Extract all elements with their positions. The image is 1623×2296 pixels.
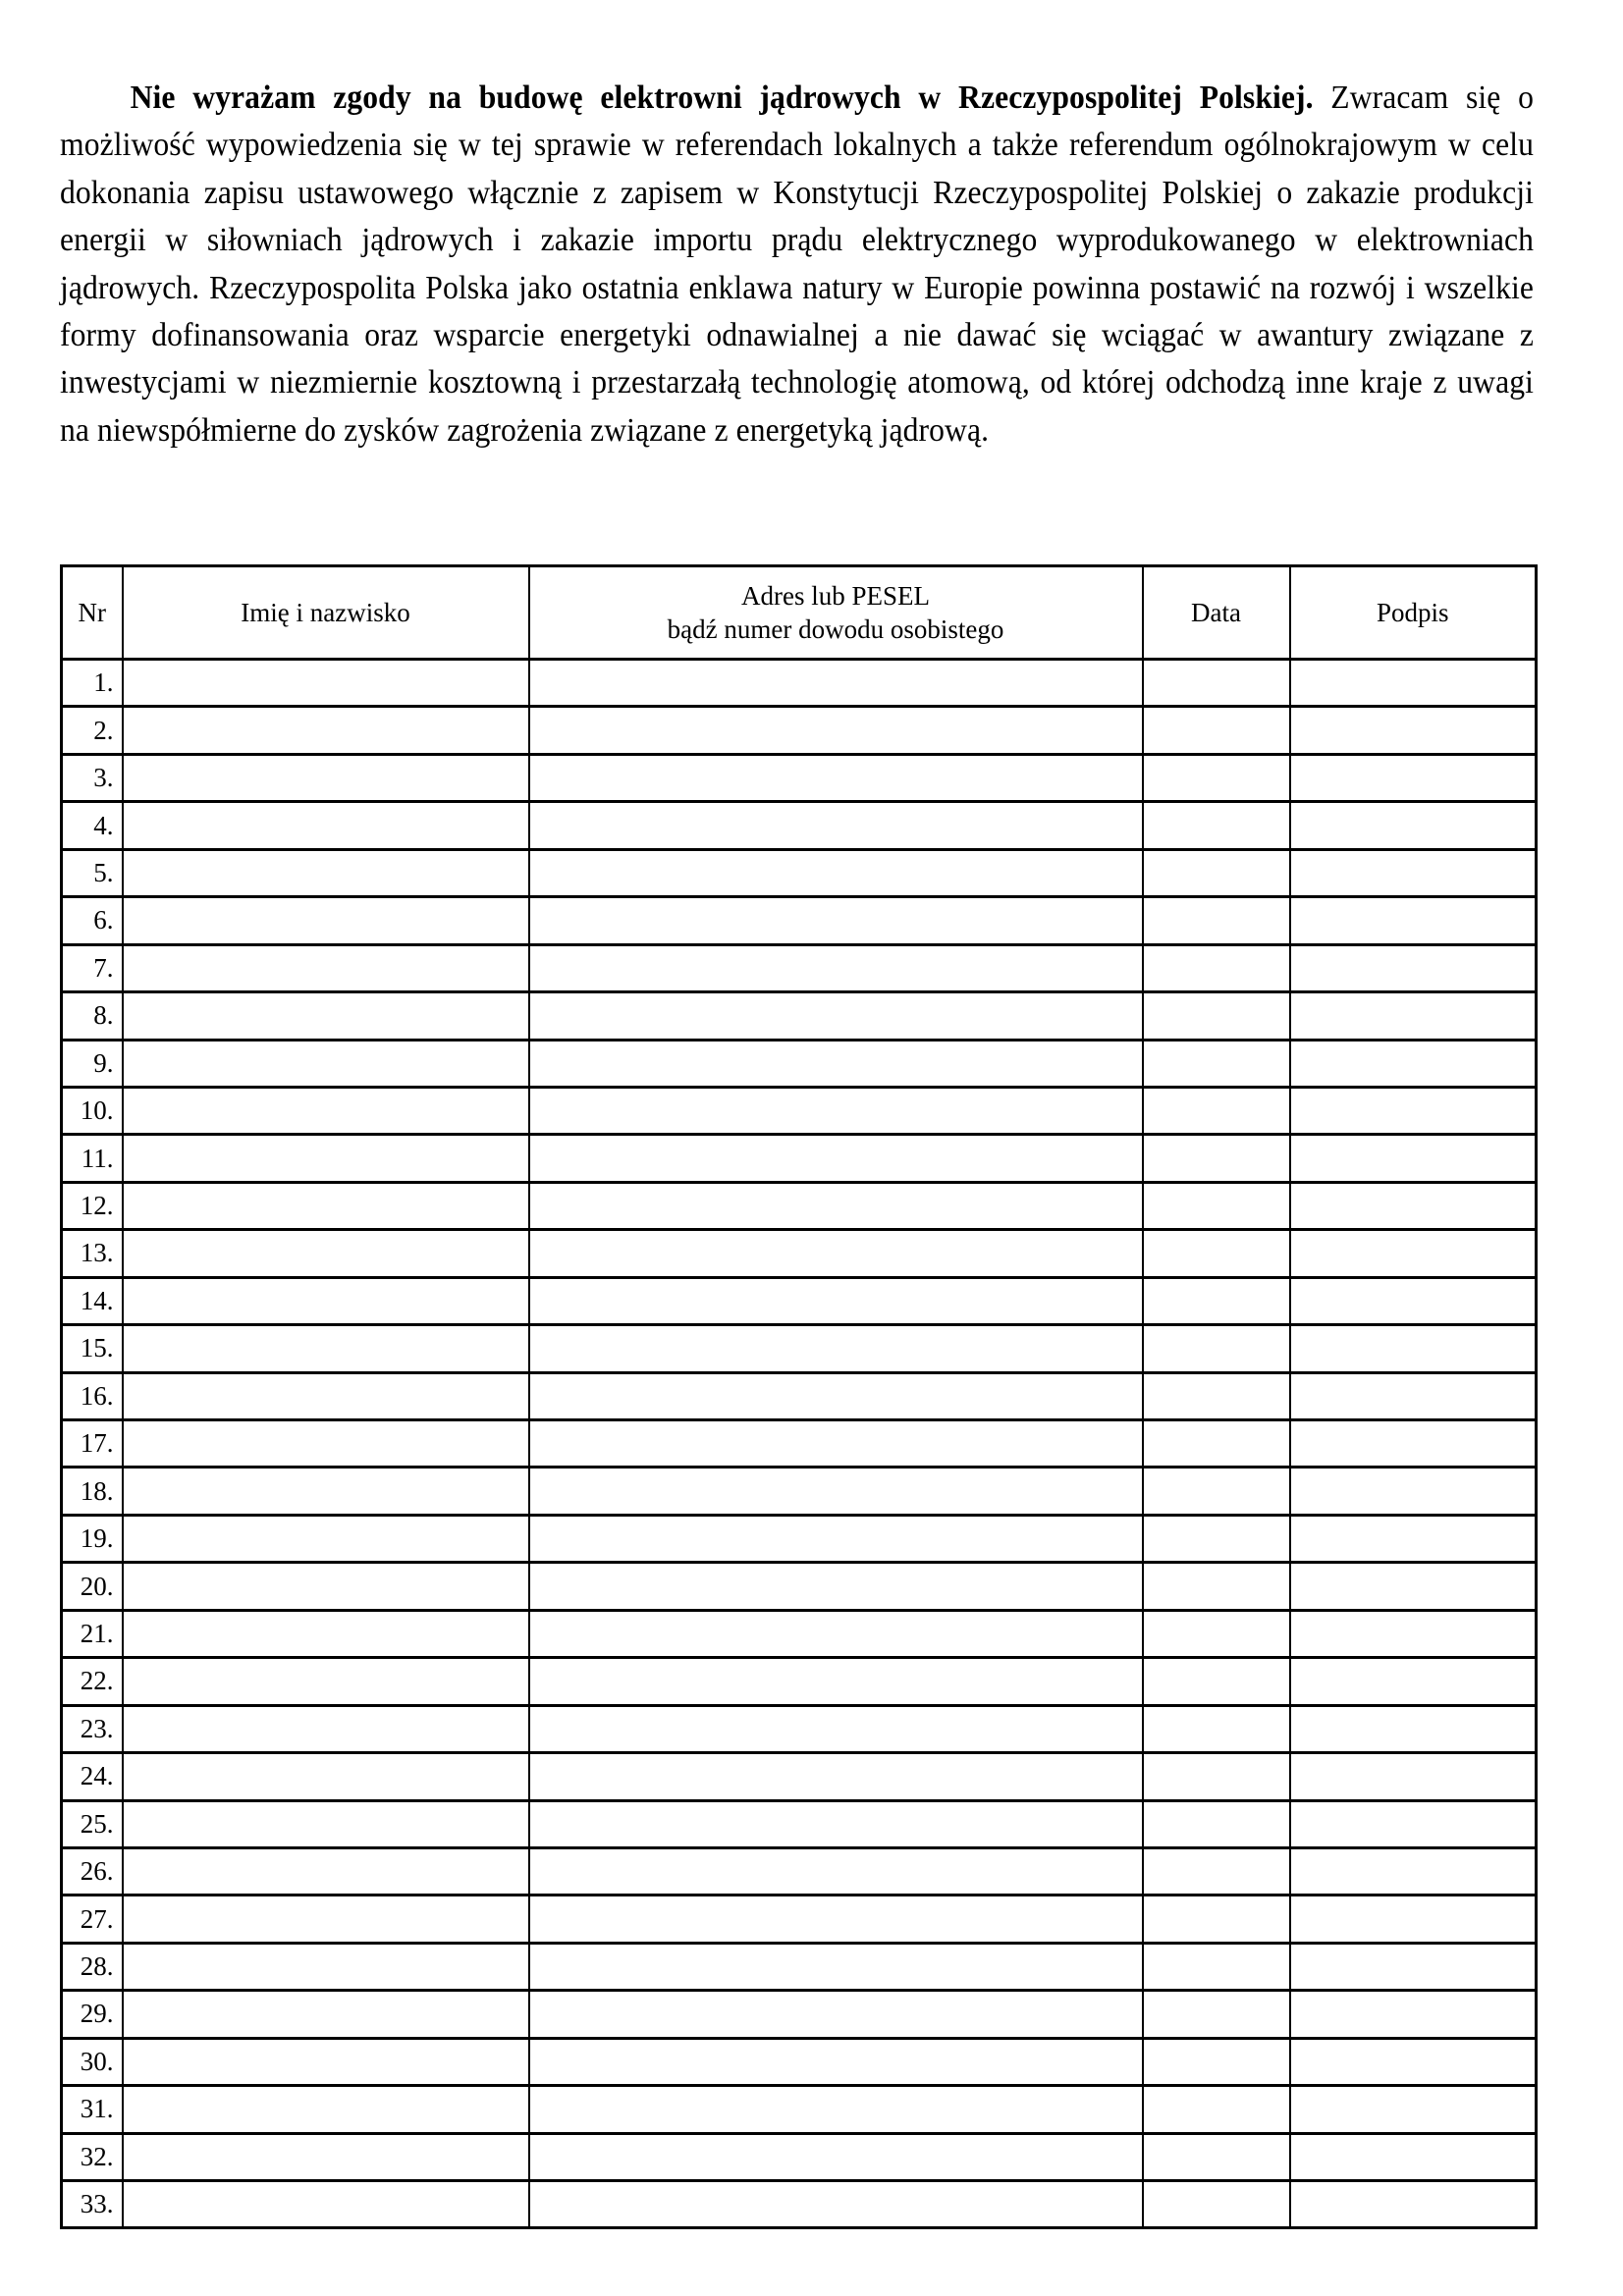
address-field[interactable] <box>529 1800 1143 1847</box>
date-field[interactable] <box>1143 1753 1290 1800</box>
signature-field[interactable] <box>1290 1420 1537 1468</box>
name-field[interactable] <box>123 992 529 1040</box>
date-field[interactable] <box>1143 1420 1290 1468</box>
signature-field[interactable] <box>1290 1515 1537 1562</box>
row-number: 32. <box>62 2133 123 2180</box>
address-field[interactable] <box>529 944 1143 991</box>
name-field[interactable] <box>123 802 529 849</box>
petition-text <box>60 75 1534 454</box>
signature-field[interactable] <box>1290 992 1537 1040</box>
signature-field[interactable] <box>1290 660 1537 707</box>
name-field[interactable] <box>123 1277 529 1324</box>
row-number: 31. <box>62 2086 123 2133</box>
address-field[interactable] <box>529 1372 1143 1419</box>
address-field[interactable] <box>529 1040 1143 1087</box>
row-number: 15. <box>62 1325 123 1372</box>
address-field[interactable] <box>529 1705 1143 1752</box>
address-field[interactable] <box>529 1943 1143 1990</box>
row-number: 16. <box>62 1372 123 1419</box>
date-field[interactable] <box>1143 1896 1290 1943</box>
name-field[interactable] <box>123 1515 529 1562</box>
date-field[interactable] <box>1143 1135 1290 1182</box>
signature-field[interactable] <box>1290 1277 1537 1324</box>
date-field[interactable] <box>1143 660 1290 707</box>
name-field[interactable] <box>123 1135 529 1182</box>
table-row <box>62 1040 1537 1087</box>
header-signature: Podpis <box>1290 566 1537 660</box>
row-number: 19. <box>62 1515 123 1562</box>
signature-field[interactable] <box>1290 849 1537 896</box>
address-field[interactable] <box>529 1182 1143 1229</box>
table-row <box>62 1705 1537 1752</box>
date-field[interactable] <box>1143 992 1290 1040</box>
header-address <box>529 566 1143 660</box>
name-field[interactable] <box>123 1563 529 1610</box>
name-field[interactable] <box>123 1325 529 1372</box>
address-field[interactable] <box>529 707 1143 754</box>
table-row <box>62 1087 1537 1134</box>
signature-field[interactable] <box>1290 1943 1537 1990</box>
table-row <box>62 1372 1537 1419</box>
table-row <box>62 1468 1537 1515</box>
name-field[interactable] <box>123 897 529 944</box>
date-field[interactable] <box>1143 1991 1290 2038</box>
row-number: 7. <box>62 944 123 991</box>
table-row <box>62 1800 1537 1847</box>
row-number: 14. <box>62 1277 123 1324</box>
date-field[interactable] <box>1143 802 1290 849</box>
table-row <box>62 1515 1537 1562</box>
row-number: 27. <box>62 1896 123 1943</box>
row-number: 28. <box>62 1943 123 1990</box>
signature-field[interactable] <box>1290 1847 1537 1895</box>
table-row <box>62 2133 1537 2180</box>
row-number: 2. <box>62 707 123 754</box>
name-field[interactable] <box>123 849 529 896</box>
table-row <box>62 1991 1537 2038</box>
name-field[interactable] <box>123 1230 529 1277</box>
name-field[interactable] <box>123 2133 529 2180</box>
row-number: 3. <box>62 754 123 801</box>
row-number: 9. <box>62 1040 123 1087</box>
table-row <box>62 1182 1537 1229</box>
row-number: 20. <box>62 1563 123 1610</box>
table-row <box>62 2086 1537 2133</box>
signature-field[interactable] <box>1290 1610 1537 1657</box>
date-field[interactable] <box>1143 1943 1290 1990</box>
name-field[interactable] <box>123 1182 529 1229</box>
header-name: Imię i nazwisko <box>123 566 529 660</box>
petition-lead: Nie wyrażam zgody na budowę elektrowni jądrowych w Rzeczypospolitej Polskiej. <box>130 80 1314 116</box>
signature-field[interactable] <box>1290 1182 1537 1229</box>
address-field[interactable] <box>529 2181 1143 2228</box>
signature-field[interactable] <box>1290 1705 1537 1752</box>
address-field[interactable] <box>529 1468 1143 1515</box>
date-field[interactable] <box>1143 754 1290 801</box>
table-row <box>62 1420 1537 1468</box>
date-field[interactable] <box>1143 897 1290 944</box>
signature-field[interactable] <box>1290 1658 1537 1705</box>
header-address-line1: Adres lub PESEL <box>741 581 930 611</box>
name-field[interactable] <box>123 660 529 707</box>
name-field[interactable] <box>123 1896 529 1943</box>
date-field[interactable] <box>1143 2181 1290 2228</box>
table-row <box>62 707 1537 754</box>
signature-field[interactable] <box>1290 1325 1537 1372</box>
signature-field[interactable] <box>1290 944 1537 991</box>
table-row <box>62 992 1537 1040</box>
name-field[interactable] <box>123 2181 529 2228</box>
date-field[interactable] <box>1143 1230 1290 1277</box>
name-field[interactable] <box>123 1800 529 1847</box>
table-row <box>62 1943 1537 1990</box>
address-field[interactable] <box>529 992 1143 1040</box>
address-field[interactable] <box>529 1277 1143 1324</box>
address-field[interactable] <box>529 897 1143 944</box>
header-address-line2: bądź numer dowodu osobistego <box>667 614 1004 644</box>
table-row <box>62 897 1537 944</box>
signature-field[interactable] <box>1290 1372 1537 1419</box>
name-field[interactable] <box>123 1991 529 2038</box>
row-number: 6. <box>62 897 123 944</box>
signature-field[interactable] <box>1290 2181 1537 2228</box>
name-field[interactable] <box>123 1087 529 1134</box>
table-row <box>62 1847 1537 1895</box>
row-number: 23. <box>62 1705 123 1752</box>
date-field[interactable] <box>1143 1040 1290 1087</box>
name-field[interactable] <box>123 944 529 991</box>
address-field[interactable] <box>529 1610 1143 1657</box>
address-field[interactable] <box>529 802 1143 849</box>
address-field[interactable] <box>529 1087 1143 1134</box>
name-field[interactable] <box>123 1658 529 1705</box>
table-row <box>62 2181 1537 2228</box>
date-field[interactable] <box>1143 1515 1290 1562</box>
row-number: 29. <box>62 1991 123 2038</box>
row-number: 5. <box>62 849 123 896</box>
table-row <box>62 1135 1537 1182</box>
table-row <box>62 1658 1537 1705</box>
row-number: 8. <box>62 992 123 1040</box>
address-field[interactable] <box>529 1230 1143 1277</box>
date-field[interactable] <box>1143 2038 1290 2085</box>
table-row <box>62 1896 1537 1943</box>
row-number: 22. <box>62 1658 123 1705</box>
name-field[interactable] <box>123 1943 529 1990</box>
address-field[interactable] <box>529 1325 1143 1372</box>
signature-field[interactable] <box>1290 754 1537 801</box>
signature-field[interactable] <box>1290 1230 1537 1277</box>
row-number: 10. <box>62 1087 123 1134</box>
table-row <box>62 1563 1537 1610</box>
date-field[interactable] <box>1143 2133 1290 2180</box>
table-row <box>62 1753 1537 1800</box>
row-number: 18. <box>62 1468 123 1515</box>
signature-field[interactable] <box>1290 707 1537 754</box>
row-number: 24. <box>62 1753 123 1800</box>
signature-table <box>60 564 1538 2229</box>
name-field[interactable] <box>123 1040 529 1087</box>
address-field[interactable] <box>529 1896 1143 1943</box>
address-field[interactable] <box>529 1515 1143 1562</box>
signature-field[interactable] <box>1290 2038 1537 2085</box>
signature-field[interactable] <box>1290 897 1537 944</box>
date-field[interactable] <box>1143 1277 1290 1324</box>
date-field[interactable] <box>1143 1325 1290 1372</box>
address-field[interactable] <box>529 1420 1143 1468</box>
signature-field[interactable] <box>1290 1896 1537 1943</box>
signature-field[interactable] <box>1290 1040 1537 1087</box>
address-field[interactable] <box>529 660 1143 707</box>
address-field[interactable] <box>529 1563 1143 1610</box>
date-field[interactable] <box>1143 1182 1290 1229</box>
name-field[interactable] <box>123 1468 529 1515</box>
header-date: Data <box>1143 566 1290 660</box>
signature-field[interactable] <box>1290 1753 1537 1800</box>
table-row <box>62 1610 1537 1657</box>
row-number: 25. <box>62 1800 123 1847</box>
address-field[interactable] <box>529 754 1143 801</box>
date-field[interactable] <box>1143 1610 1290 1657</box>
name-field[interactable] <box>123 754 529 801</box>
signature-field[interactable] <box>1290 2086 1537 2133</box>
date-field[interactable] <box>1143 707 1290 754</box>
address-field[interactable] <box>529 849 1143 896</box>
table-row <box>62 2038 1537 2085</box>
table-row <box>62 849 1537 896</box>
date-field[interactable] <box>1143 849 1290 896</box>
row-number: 26. <box>62 1847 123 1895</box>
table-row <box>62 802 1537 849</box>
table-row <box>62 754 1537 801</box>
name-field[interactable] <box>123 1847 529 1895</box>
signature-field[interactable] <box>1290 2133 1537 2180</box>
petition-body: Zwracam się o możliwość wypowiedzenia się w tej sprawie w referendach lokalnych a także referendum ogólnokrajowym w celu dokonania zapisu ustawowego włącznie z zapisem w Konstytucji Rzeczypospolitej Polskiej o zakazie produkcji energii w siłowniach jądrowych i zakazie importu prądu elektrycznego wyprodukowanego w elektrowniach jądrowych. Rzeczypospolita Polska jako ostatnia enklawa natury w Europie powinna postawić na rozwój i wszelkie formy dofinansowania oraz wsparcie energetyki odnawialnej a nie dawać się wciągać w awantury związane z inwestycjami w niezmiernie kosztowną i przestarzałą technologię atomową, od której odchodzą inne kraje z uwagi na niewspółmierne do zysków zagrożenia związane z energetyką jądrową. <box>60 80 1535 449</box>
row-number: 33. <box>62 2181 123 2228</box>
signature-field[interactable] <box>1290 1991 1537 2038</box>
table-row <box>62 1325 1537 1372</box>
row-number: 13. <box>62 1230 123 1277</box>
name-field[interactable] <box>123 2086 529 2133</box>
address-field[interactable] <box>529 2086 1143 2133</box>
signature-field[interactable] <box>1290 1563 1537 1610</box>
date-field[interactable] <box>1143 1468 1290 1515</box>
address-field[interactable] <box>529 1753 1143 1800</box>
name-field[interactable] <box>123 1372 529 1419</box>
address-field[interactable] <box>529 2133 1143 2180</box>
row-number: 11. <box>62 1135 123 1182</box>
table-row <box>62 1230 1537 1277</box>
date-field[interactable] <box>1143 1658 1290 1705</box>
table-header-row <box>62 566 1537 660</box>
row-number: 12. <box>62 1182 123 1229</box>
signature-field[interactable] <box>1290 1135 1537 1182</box>
address-field[interactable] <box>529 1847 1143 1895</box>
date-field[interactable] <box>1143 944 1290 991</box>
date-field[interactable] <box>1143 1563 1290 1610</box>
date-field[interactable] <box>1143 1087 1290 1134</box>
address-field[interactable] <box>529 1135 1143 1182</box>
row-number: 21. <box>62 1610 123 1657</box>
address-field[interactable] <box>529 1991 1143 2038</box>
header-nr: Nr <box>62 566 123 660</box>
name-field[interactable] <box>123 707 529 754</box>
name-field[interactable] <box>123 1610 529 1657</box>
table-row <box>62 660 1537 707</box>
name-field[interactable] <box>123 1705 529 1752</box>
table-row <box>62 1277 1537 1324</box>
row-number: 4. <box>62 802 123 849</box>
signature-field[interactable] <box>1290 1468 1537 1515</box>
date-field[interactable] <box>1143 1372 1290 1419</box>
address-field[interactable] <box>529 2038 1143 2085</box>
name-field[interactable] <box>123 1753 529 1800</box>
signature-field[interactable] <box>1290 1800 1537 1847</box>
signature-field[interactable] <box>1290 1087 1537 1134</box>
name-field[interactable] <box>123 2038 529 2085</box>
date-field[interactable] <box>1143 2086 1290 2133</box>
name-field[interactable] <box>123 1420 529 1468</box>
row-number: 30. <box>62 2038 123 2085</box>
date-field[interactable] <box>1143 1705 1290 1752</box>
signature-field[interactable] <box>1290 802 1537 849</box>
table-row <box>62 944 1537 991</box>
address-field[interactable] <box>529 1658 1143 1705</box>
date-field[interactable] <box>1143 1847 1290 1895</box>
row-number: 17. <box>62 1420 123 1468</box>
date-field[interactable] <box>1143 1800 1290 1847</box>
row-number: 1. <box>62 660 123 707</box>
